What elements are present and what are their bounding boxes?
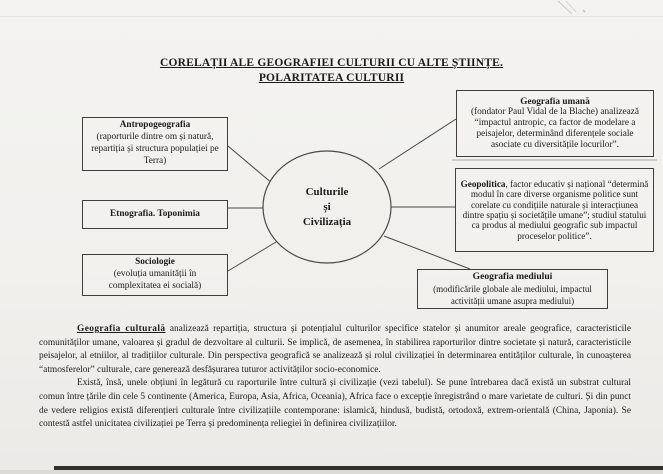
box-geografia-umana-title: Geografia umană: [520, 96, 590, 107]
box-etnografia-toponimia: [82, 200, 228, 229]
center-ellipse-label: [263, 152, 391, 262]
box-etnografia-title: Etnografia. Toponimia: [110, 208, 200, 219]
body-text: [39, 323, 631, 432]
paragraph-geografia-culturala: [39, 323, 631, 377]
center-label-line2: și: [323, 200, 331, 213]
box-geografia-mediului: [417, 269, 608, 309]
box-geografia-umana: [456, 90, 654, 157]
box-geopolitica-title: Geopolitica: [460, 178, 506, 189]
center-label-line3: Civilizația: [302, 215, 352, 228]
paragraph-1-text: analizează repartiția, structura și potențialul culturilor specifice statelor și anumitor areale geografice, caracteristicile comunităților umane, valoarea și gradul de dezvoltare al culturii. Se implică, de asemenea, în stabilirea raporturilor dintre societate și natură, caracteristicile peisajelor, al etniilor, al tradițiilor culturale. Din perspectiva geografică se analizează și rolul civilizației în determinarea entităților culturale, în cunoașterea “atmosferelor” culturale, care generează desfășurarea tuturor activităților socio-economice.: [39, 324, 631, 375]
box-antropogeografia-title: Antropogeografia: [119, 120, 191, 131]
paragraph-2-text: Există, însă, unele obțiuni în legătură cu raporturile între cultură și civilizație (vezi tabelul). Se pune întrebarea dacă există un substrat cultural comun între țările din cele 5 continente (America, Europa, Asia, Africa, Oceania), Africa face o excepție înregistrând o mare varietate de culturi. Și din punct de vedere religios există diferențieri culturale între civilizațiile contemporane: islamică, hindusă, budistă, ortodoxă, extrem-orientală (China, Japonia). Se contestă astfel unicitatea civilizației pe Terra și predominența reliegiei în definirea civilizațiilor.: [39, 378, 631, 430]
box-antropogeografia: [82, 117, 228, 171]
box-geopolitica: [455, 168, 654, 252]
page-title-line2: POLARITATEA CULTURII: [258, 71, 405, 84]
center-label-line1: Culturile: [305, 185, 349, 198]
box-antropogeografia-body: (raporturile dintre om și natură, repartiția și structura populației pe Terra): [91, 132, 219, 166]
box-geografia-mediului-body: (modificările globale ale mediului, impactul activității umane asupra mediului): [433, 284, 592, 306]
box-geografia-mediului-title: Geografia mediului: [472, 271, 553, 282]
box-geopolitica-text: [460, 179, 649, 241]
box-geografia-umana-body: (fondator Paul Vidal de la Blache) analizează “impactul antropic, ca factor de modelare a peisajelor, determinând diferențele sociale asociate cu diversitățile locurilor”.: [470, 107, 640, 150]
box-sociologie-body: (evoluția umanității în complexitatea ei socială): [108, 269, 202, 291]
paragraph-1-lead: Geografia culturală: [77, 324, 166, 334]
box-sociologie-title: Sociologie: [135, 257, 175, 268]
scan-bottom-under-edge: [0, 470, 663, 474]
box-sociologie: [82, 254, 228, 296]
box-geopolitica-body: , factor educativ și național “determină modul în care diverse organisme politice sunt corelate cu condițiile naturale și interacțiunea dintre spațiu și societățile umane”; studiul statului ca produs al mediului geografic sub impactul proceselor politice”.: [462, 178, 649, 241]
paragraph-cultura-civilizatie: [39, 377, 631, 431]
page-title-line1: CORELAȚII ALE GEOGRAFIEI CULTURII CU ALTE ȘTIINȚE.: [159, 57, 504, 69]
